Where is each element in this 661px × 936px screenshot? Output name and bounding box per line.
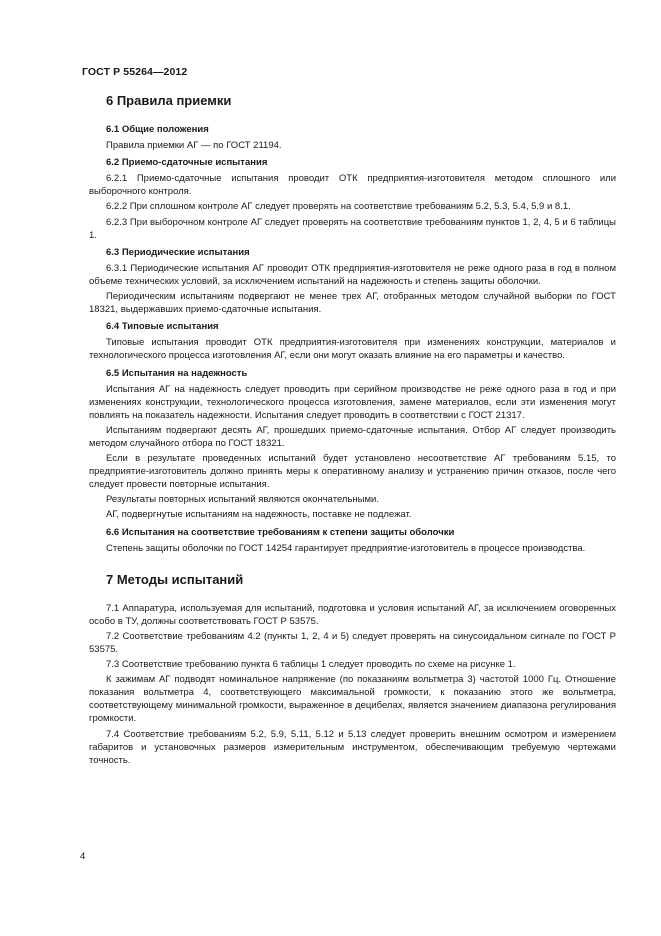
- paragraph: Степень защиты оболочки по ГОСТ 14254 гарантирует предприятие-изготовитель в процессе производства.: [106, 542, 586, 554]
- paragraph: Испытания АГ на надежность следует проводить при серийном производстве не реже одного раза в год и при изменениях конструкции, технологического процесса изготовления, замене материалов, если эти изменения могут повлиять на показатель надежности. Испытания следует проводить в соответствии с ГОСТ 21317.: [89, 383, 616, 421]
- paragraph: 6.2.1 Приемо-сдаточные испытания проводит ОТК предприятия-изготовителя методом сплошного или выборочного контроля.: [89, 173, 616, 198]
- subsection-6-5-title: 6.5 Испытания на надежность: [106, 367, 248, 379]
- paragraph: Испытаниям подвергают десять АГ, прошедших приемо-сдаточные испытания. Отбор АГ следует производить методом случайного отбора по ГОСТ 18321.: [89, 424, 616, 449]
- subsection-6-3-title: 6.3 Периодические испытания: [106, 246, 250, 258]
- paragraph: Правила приемки АГ — по ГОСТ 21194.: [106, 140, 282, 152]
- subsection-6-1-title: 6.1 Общие положения: [106, 124, 209, 135]
- paragraph: 6.3.1 Периодические испытания АГ проводит ОТК предприятия-изготовителя не реже одного раза в год в полном объеме технических условий, за исключением испытаний на надежность и степень защиты оболочки.: [89, 262, 616, 287]
- paragraph: Периодическим испытаниям подвергают не менее трех АГ, отобранных методом случайной выборки по ГОСТ 18321, выдержавших приемо-сдаточные испытания.: [89, 291, 616, 316]
- document-body: [89, 91, 616, 769]
- paragraph: К зажимам АГ подводят номинальное напряжение (по показаниям вольтметра 3) частотой 1000 Гц. Отношение показания вольтметра 4, соответствующего максимальной громкости, к показанию этого же вольтметра, соответствующему минимальной громкости, выраженное в децибелах, является значением диапазона регулирования громкости.: [89, 674, 616, 725]
- paragraph: Типовые испытания проводит ОТК предприятия-изготовителя при изменениях конструкции, материалов и технологического процесса изготовления АГ, если они могут оказать влияние на его параметры и качество.: [89, 337, 616, 362]
- section-7-title: 7 Методы испытаний: [106, 571, 244, 587]
- paragraph: 7.2 Соответствие требованиям 4.2 (пункты 1, 2, 4 и 5) следует проверять на синусоидальном сигнале по ГОСТ Р 53575.: [89, 630, 616, 655]
- page-number: 4: [80, 851, 86, 862]
- document-header: ГОСТ Р 55264—2012: [82, 66, 188, 78]
- paragraph: АГ, подвергнутые испытаниям на надежность, поставке не подлежат.: [106, 509, 412, 521]
- subsection-6-6-title: 6.6 Испытания на соответствие требованиям к степени защиты оболочки: [106, 526, 455, 538]
- subsection-6-2-title: 6.2 Приемо-сдаточные испытания: [106, 157, 268, 169]
- paragraph: 6.2.3 При выборочном контроле АГ следует проверять на соответствие требованиям пунктов 1, 2, 4, 5 и 6 таблицы 1.: [89, 216, 616, 241]
- paragraph: Результаты повторных испытаний являются окончательными.: [106, 494, 379, 506]
- paragraph: 7.3 Соответствие требованию пункта 6 таблицы 1 следует проводить по схеме на рисунке 1.: [106, 659, 516, 671]
- paragraph: 6.2.2 При сплошном контроле АГ следует проверять на соответствие требованиям 5.2, 5.3, 5.4, 5.9 и 8.1.: [106, 201, 571, 213]
- section-6-title: 6 Правила приемки: [106, 93, 232, 108]
- paragraph: 7.4 Соответствие требованиям 5.2, 5.9, 5.11, 5.12 и 5.13 следует проверить внешним осмотром и измерением габаритов и установочных размеров измерительным инструментом, обеспечивающим требуемую чертежами точность.: [89, 728, 616, 766]
- paragraph: 7.1 Аппаратура, используемая для испытаний, подготовка и условия испытаний АГ, за исключением оговоренных особо в ТУ, должны соответствовать ГОСТ Р 53575.: [89, 602, 616, 627]
- subsection-6-4-title: 6.4 Типовые испытания: [106, 321, 219, 333]
- paragraph: Если в результате проведенных испытаний будет установлено несоответствие АГ требованиям 5.15, то предприятие-изготовитель должно принять меры к оперативному анализу и устранению причин отказов, после чего следует провести повторные испытания.: [89, 453, 616, 491]
